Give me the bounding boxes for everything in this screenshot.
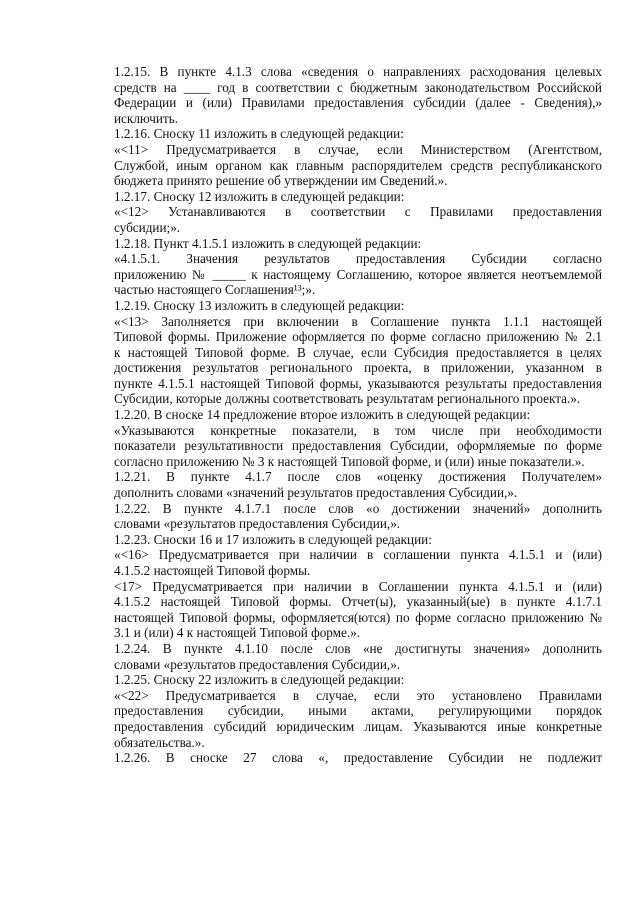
paragraph [86,688,602,750]
text-line: 1.2.20. В сноске 14 предложение второе изложить в следующей редакции: [114,407,531,423]
paragraph [86,126,602,142]
paragraph [86,204,602,235]
text-line: приложению № _____ к настоящему Соглашению, которое является неотъемлемой [114,266,602,282]
text-line: 4.1.5.2 настоящей Типовой формы. Отчет(ы), указанный(ые) в пункте 4.1.7.1 [114,594,602,610]
text-line: настоящей Типовой формы, оформляется(ются) по форме согласно приложению № [114,609,602,625]
paragraph [86,579,602,641]
paragraph [86,251,602,298]
text-line: «<11> Предусматривается в случае, если Министерством (Агентством, [114,141,602,157]
text-line: «4.1.5.1. Значения результатов предоставления Субсидии согласно [114,251,602,267]
text-line: Федерации и (или) Правилами предоставления субсидии (далее - Сведения),» [114,95,602,111]
paragraph [86,407,602,423]
paragraph [86,142,602,189]
text-line: средств на ____ год в соответствии с бюджетным законодательством Российской [114,79,602,95]
text-line: <17> Предусматривается при наличии в Соглашении пункта 4.1.5.1 и (или) [114,578,602,594]
document-page [86,64,602,766]
text-line: к настоящей Типовой форме. В случае, если Субсидия предоставляется в целях [114,344,602,360]
text-line: «<12> Устанавливаются в соответствии с Правилами предоставления [114,204,602,220]
paragraph [86,298,602,314]
text-line: Типовой формы. Приложение оформляется по форме согласно приложению № 2.1 [114,329,602,345]
text-line: 1.2.24. В пункте 4.1.10 после слов «не достигнуты значения» дополнить [114,640,602,656]
paragraph [86,314,602,408]
text-line: обязательства.». [114,734,205,750]
text-line: предоставления субсидий юридическим лицам. Указываются иные конкретные [114,718,602,734]
paragraph [86,189,602,205]
text-line: частью настоящего Соглашения¹³;». [114,282,316,298]
text-line: 1.2.15. В пункте 4.1.3 слова «сведения о направлениях расходования целевых [114,64,602,79]
paragraph [86,750,602,766]
text-line: Субсидии, которые должны соответствовать результатам регионального проекта.». [114,391,581,407]
text-line: 1.2.16. Сноску 11 изложить в следующей редакции: [114,126,404,142]
text-line: словами «результатов предоставления Субсидии,». [114,656,401,672]
text-line: 1.2.25. Сноску 22 изложить в следующей редакции: [114,672,405,688]
text-line: достижения результатов регионального проекта, в приложении, указанном в [114,360,602,376]
paragraph [86,532,602,548]
paragraph [86,469,602,500]
text-line: показатели результативности предоставления Субсидии, оформляемые по форме [114,438,602,454]
text-line: 1.2.18. Пункт 4.1.5.1 изложить в следующей редакции: [114,235,422,251]
text-line: пункте 4.1.5.1 настоящей Типовой формы, указываются результаты предоставления [114,375,602,391]
text-line: дополнить словами «значений результатов предоставления Субсидии,». [114,485,518,501]
text-line: «<13> Заполняется при включении в Соглашение пункта 1.1.1 настоящей [114,313,602,329]
text-line: 3.1 и (или) 4 к настоящей Типовой форме.». [114,625,361,641]
text-line: 1.2.21. В пункте 4.1.7 после слов «оценку достижения Получателем» [114,469,602,485]
text-line: «Указываются конкретные показатели, в том числе при необходимости [114,422,602,438]
paragraph [86,64,602,126]
paragraph [86,236,602,252]
text-line: «<16> Предусматривается при наличии в соглашении пункта 4.1.5.1 и (или) [114,547,602,563]
text-line: словами «результатов предоставления Субсидии,». [114,516,401,532]
text-line: 1.2.22. В пункте 4.1.7.1 после слов «о достижении значений» дополнить [114,500,602,516]
paragraph [86,501,602,532]
text-line: бюджета принято решение об утверждении им Сведений.». [114,173,448,189]
text-line: 1.2.23. Сноски 16 и 17 изложить в следующей редакции: [114,531,432,547]
text-line: «<22> Предусматривается в случае, если это установлено Правилами [114,687,602,703]
text-line: предоставления субсидии, иными актами, регулирующими порядок [114,703,602,719]
text-line: 4.1.5.2 настоящей Типовой формы. [114,563,311,578]
text-line: согласно приложению № 3 к настоящей Типовой форме, и (или) иные показатели.». [114,453,585,469]
paragraph [86,547,602,578]
text-line: 1.2.26. В сноске 27 слова «, предоставление Субсидии не подлежит [114,750,602,766]
paragraph [86,641,602,672]
text-line: Службой, иным органом как главным распорядителем средств республиканского [114,157,602,173]
paragraph [86,423,602,470]
text-line: 1.2.19. Сноску 13 изложить в следующей редакции: [114,297,405,313]
text-line: исключить. [114,110,179,126]
paragraph [86,672,602,688]
text-line: 1.2.17. Сноску 12 изложить в следующей редакции: [114,188,405,204]
text-line: субсидии;». [114,219,181,235]
